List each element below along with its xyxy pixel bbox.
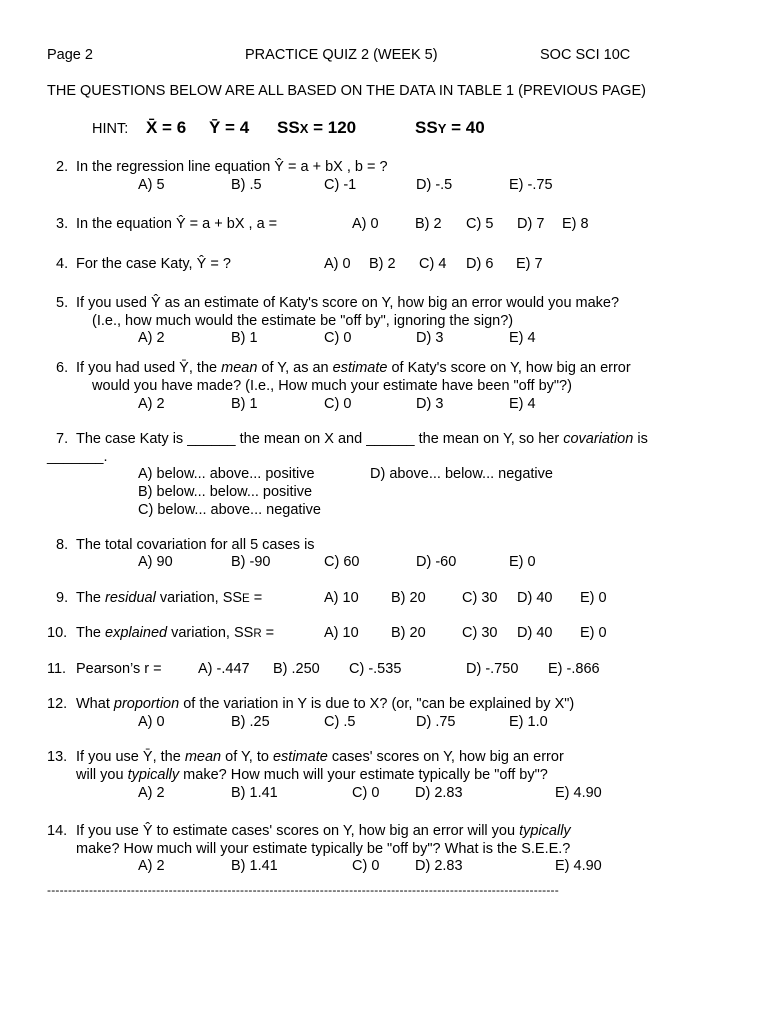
option-a: A) 2 [138,330,165,346]
option-d: D) 7 [517,216,545,232]
option-d: D) .75 [416,714,456,730]
option-c: C) 0 [352,858,380,874]
option-b: B) -90 [231,554,271,570]
question-text: If you use Ŷ to estimate cases' scores on Y, how big an error will you typically [76,823,571,839]
question-number: 14. [47,823,68,839]
option-c: C) 30 [462,590,498,606]
option-a: A) 5 [138,177,165,193]
question-text: In the equation Ŷ = a + bX , a = [76,216,278,232]
option-e: E) 0 [580,590,607,606]
option-d: D) 40 [517,625,553,641]
question-number: 2. [56,159,69,175]
option-d: D) 2.83 [415,785,463,801]
option-b: B) .25 [231,714,270,730]
option-d: D) 3 [416,396,444,412]
quiz-title: PRACTICE QUIZ 2 (WEEK 5) [245,47,438,63]
intro-text: THE QUESTIONS BELOW ARE ALL BASED ON THE DATA IN TABLE 1 (PREVIOUS PAGE) [47,83,646,99]
hint-ssx: SSX = 120 [277,118,357,137]
question-text: The case Katy is ______ the mean on X and ______ the mean on Y, so her covariation is [76,431,648,447]
option-c: C) 60 [324,554,360,570]
option-b: B) 1 [231,396,258,412]
option-a: A) below... above... positive [138,466,315,482]
question-number: 8. [56,537,69,553]
hint-label: HINT: [92,121,129,137]
option-e: E) 0 [580,625,607,641]
question-text: The residual variation, SSE = [76,590,263,606]
hint-ssy: SSY = 40 [415,118,485,137]
question-text: What proportion of the variation in Y is due to X? (or, "can be explained by X") [76,696,575,712]
question-text: The total covariation for all 5 cases is [76,537,315,553]
option-b: B) 20 [391,625,426,641]
option-c: C) -1 [324,177,357,193]
option-a: A) 10 [324,625,359,641]
question-text: In the regression line equation Ŷ = a + bX , b = ? [76,159,388,175]
option-b: B) .5 [231,177,262,193]
option-d: D) above... below... negative [370,466,553,482]
question-text: If you had used Ȳ, the mean of Y, as an estimate of Katy's score on Y, how big an error [76,360,631,376]
question-text-line2: would you have made? (I.e., How much your estimate have been "off by"?) [92,378,572,394]
option-d: D) 3 [416,330,444,346]
option-b: B) .250 [273,661,320,677]
question-number: 6. [56,360,69,376]
option-d: D) 40 [517,590,553,606]
option-b: B) 2 [369,256,396,272]
question-number: 13. [47,749,68,765]
option-b: B) 1 [231,330,258,346]
option-e: E) 4 [509,330,536,346]
dashed-divider: -------------------------------------------------------------------------------------------------------------------------- [47,883,559,897]
question-number: 3. [56,216,69,232]
option-e: E) 0 [509,554,536,570]
option-d: D) 2.83 [415,858,463,874]
option-a: A) 0 [324,256,351,272]
option-c: C) .5 [324,714,356,730]
option-b: B) 1.41 [231,858,278,874]
question-number: 11. [47,661,67,677]
question-text: For the case Katy, Ŷ = ? [76,256,231,272]
option-c: C) below... above... negative [138,502,321,518]
option-e: E) -.866 [548,661,600,677]
option-e: E) 4.90 [555,785,602,801]
option-a: A) 0 [138,714,165,730]
option-e: E) -.75 [509,177,553,193]
question-text: The explained variation, SSR = [76,625,275,641]
course-code: SOC SCI 10C [540,47,631,63]
option-e: E) 8 [562,216,589,232]
page-number: Page 2 [47,47,93,63]
question-text: Pearson’s r = [76,661,162,677]
option-e: E) 4.90 [555,858,602,874]
option-c: C) 0 [352,785,380,801]
option-b: B) 1.41 [231,785,278,801]
question-number: 9. [56,590,69,606]
hint-xbar: X̄ = 6 [146,118,187,137]
option-c: C) 4 [419,256,447,272]
option-a: A) 10 [324,590,359,606]
option-a: A) -.447 [198,661,250,677]
option-c: C) 30 [462,625,498,641]
option-a: A) 90 [138,554,173,570]
option-d: D) 6 [466,256,494,272]
question-text-line2: (I.e., how much would the estimate be "off by", ignoring the sign?) [92,313,514,329]
option-c: C) -.535 [349,661,402,677]
option-b: B) 20 [391,590,426,606]
question-text: If you used Ŷ as an estimate of Katy's score on Y, how big an error would you make? [76,295,620,311]
option-d: D) -60 [416,554,457,570]
option-e: E) 1.0 [509,714,548,730]
option-b: B) 2 [415,216,442,232]
question-number: 4. [56,256,69,272]
question-number: 5. [56,295,69,311]
option-e: E) 7 [516,256,543,272]
option-d: D) -.750 [466,661,519,677]
option-a: A) 0 [352,216,379,232]
option-b: B) below... below... positive [138,484,313,500]
option-a: A) 2 [138,785,165,801]
option-d: D) -.5 [416,177,453,193]
question-text: If you use Ȳ, the mean of Y, to estimate cases' scores on Y, how big an error [76,749,564,765]
question-number: 10. [47,625,68,641]
question-text-line2: make? How much will your estimate typically be "off by"? What is the S.E.E.? [76,841,571,857]
hint-ybar: Ȳ = 4 [209,118,250,137]
question-number: 7. [56,431,69,447]
question-text-line2: will you typically make? How much will your estimate typically be "off by"? [76,767,548,783]
option-e: E) 4 [509,396,536,412]
option-c: C) 0 [324,396,352,412]
option-a: A) 2 [138,858,165,874]
option-c: C) 0 [324,330,352,346]
option-a: A) 2 [138,396,165,412]
question-text-line2: _______. [47,449,108,465]
option-c: C) 5 [466,216,494,232]
question-number: 12. [47,696,68,712]
